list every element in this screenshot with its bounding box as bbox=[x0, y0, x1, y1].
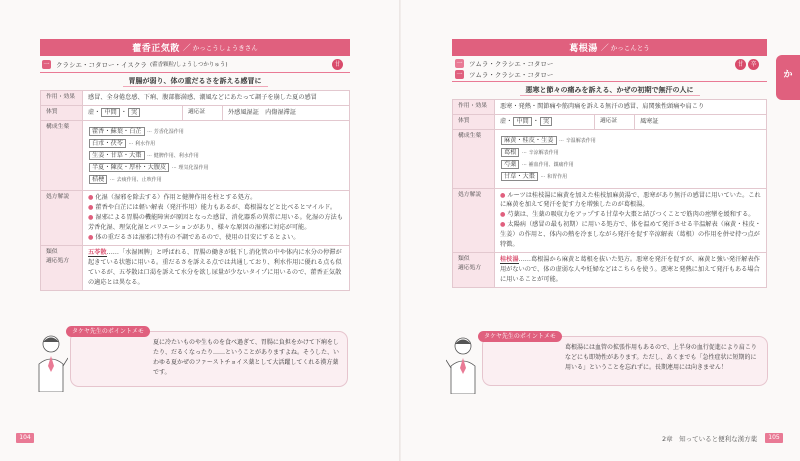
herb-group: 桔梗 ⋯ 去痰作用、止咳作用 bbox=[88, 175, 344, 185]
divider bbox=[40, 72, 350, 73]
chapter-footer: 2章 知っていると便利な漢方薬 bbox=[662, 435, 758, 443]
herb-group: 甘草・大棗 ⋯ 和胃作用 bbox=[500, 172, 761, 182]
herb-group: 藿香・蘇葉・白芷 ⋯ 芳香化湿作用 bbox=[88, 127, 344, 137]
explanation-text: ● 化湿（湿邪を除去する）作用と健脾作用を柱とする処方。 ● 藿香や白芷には軽い解表（発汗作用）能力もあるが、葛根湯などと比べるとマイルド。 ● 湿邪による胃腸の機能障害が原因となった感冒、消化器系の異常に用いる。化湿の方法も芳香化湿、理気化湿とバリエーションがあり、様々な原因の湿邪に対応が可能。 ● 体の重だるさは湿邪に特有の不調であるので、使用の目安にするとよい。 bbox=[83, 191, 350, 246]
left-title-yomi: かっこうしょうきさん bbox=[192, 44, 258, 52]
left-tip-tab: タケヤ先生のポイントメモ bbox=[66, 326, 150, 337]
herbs-list bbox=[495, 129, 767, 188]
right-title-bar: 葛根湯 ／ かっこんとう bbox=[452, 39, 767, 56]
explanation-label: 処方解説 bbox=[453, 188, 495, 253]
manufacturer-name: ツムラ・クラシエ・コタロー bbox=[469, 70, 554, 79]
constitution-value: 虚・ 中間 ・ 実 bbox=[495, 114, 595, 129]
right-title-yomi: かっこんとう bbox=[610, 44, 650, 52]
indication-label: 適応証 bbox=[183, 105, 223, 120]
explanation-text: ● ルーツは桂枝湯に麻黄を加えた桂枝加麻黄湯で、悪寒があり無汗の感冒に用いていた。これに麻黄を加えて発汗を促す力を増強したのが葛根湯。 ● 芍薬は、生薬の吸収力をアップする甘草や大棗と結びつくことで筋肉の痙攣を緩和する。 ● 太陽病（感冒の最も初期）に用いる処方で、体を温めて発汗させる辛温解表（麻黄・桂皮・生姜）の作用と、体内の熱を冷ましながら発汗を促す辛涼解表（葛根）の作用を併せ持つ点が特徴。 bbox=[495, 188, 767, 253]
herb-group: 麻黄・桂皮・生姜 ⋯ 辛温解表作用 bbox=[500, 136, 761, 146]
herbs-label: 構成生薬 bbox=[453, 129, 495, 188]
taste-mark: 甘 bbox=[735, 59, 746, 70]
manufacturer-badge: 一 bbox=[456, 70, 463, 78]
right-tip-text: 葛根湯には血管の拡張作用もあるので、上半身の血行促進により肩こりなどにも即効性があります。ただし、あくまでも「急性症状に短期的に用いる」ということを忘れずに。長期連用には向きません！ bbox=[565, 344, 757, 371]
left-title: 藿香正気散 bbox=[132, 44, 180, 54]
doctor-illustration-icon bbox=[34, 332, 68, 392]
left-tip-box bbox=[70, 331, 348, 387]
right-page bbox=[400, 0, 800, 461]
effect-value: 悪寒・発熱・関節痛や筋肉痛を訴える無汗の感冒、肩関強性頭痛や肩こり bbox=[495, 100, 767, 115]
taste-mark: 辛 bbox=[748, 59, 759, 70]
left-title-bar: 藿香正気散 ／ かっこうしょうきさん bbox=[40, 39, 350, 56]
indication-value: 外感風湿証 内傷湿滞証 bbox=[223, 105, 350, 120]
page-number-right: 105 bbox=[765, 433, 783, 443]
effect-label: 作用・効果 bbox=[41, 91, 83, 106]
right-tip-box bbox=[482, 336, 768, 386]
herbs-list bbox=[83, 120, 350, 191]
effect-value: 感冒、全身倦怠感、下痢、腹部膨満感、潮風などにあたって調子を崩した夏の感冒 bbox=[83, 91, 350, 106]
left-headline: 胃腸が弱り、体の重だるさを訴える感冒に bbox=[40, 76, 350, 86]
herb-group: 芍薬 ⋯ 補血作用、鎮痛作用 bbox=[500, 160, 761, 170]
doctor-illustration-icon bbox=[446, 334, 480, 394]
right-manufacturer-1 bbox=[455, 58, 553, 68]
similar-text: 桂枝湯……葛根湯から麻黄と葛根を抜いた処方。悪寒を発汗を促すが、麻黄と強い発汗解表作用がないので、体の虚弱な人や妊婦などはこちらを使う。悪寒と発熱に加えて発汗もある場合に用いることが可能。 bbox=[495, 253, 767, 288]
manufacturer-badge: 一 bbox=[43, 60, 50, 68]
index-thumb-tab[interactable]: か bbox=[776, 55, 800, 100]
herbs-label: 構成生薬 bbox=[41, 120, 83, 191]
page-number-left: 104 bbox=[16, 433, 34, 443]
herb-group: 葛根 ⋯ 辛涼解表作用 bbox=[500, 148, 761, 158]
explanation-label: 処方解説 bbox=[41, 191, 83, 246]
indication-value: 風寒証 bbox=[635, 114, 767, 129]
manufacturer-sub: (藿香顆粒/しょうしつかりゅう) bbox=[149, 62, 228, 68]
right-manufacturer-2 bbox=[455, 69, 553, 79]
manufacturer-name: ツムラ・クラシエ・コタロー bbox=[469, 59, 554, 68]
indication-label: 適応証 bbox=[595, 114, 635, 129]
constitution-value: 虚・ 中間 ・ 実 bbox=[83, 105, 183, 120]
left-info-table bbox=[40, 90, 350, 291]
herb-group: 白朮・茯苓 ⋯ 利水作用 bbox=[88, 139, 344, 149]
herb-group: 生姜・甘草・大棗 ⋯ 健脾作用、利水作用 bbox=[88, 151, 344, 161]
left-manufacturer bbox=[42, 59, 228, 69]
effect-label: 作用・効果 bbox=[453, 100, 495, 115]
similar-text: 五苓散……「水湿困脾」と呼ばれる、胃腸の働きが低下し消化管の中や体内に水分の停滞が起きている状態に用いる。重だるさを訴える点では共通しており、利水作用に優れる点も似ているが、五苓散は口渇を訴えて水分を欲し尿量が少ないタイプに用いるので、藿香正気散の適応とは異なる。 bbox=[83, 246, 350, 291]
taste-mark: 甘 bbox=[332, 59, 343, 70]
similar-label: 類似 適応処方 bbox=[453, 253, 495, 288]
divider bbox=[452, 81, 767, 82]
right-title: 葛根湯 bbox=[569, 44, 598, 54]
right-headline: 悪寒と節々の痛みを訴える、かぜの初期で無汗の人に bbox=[452, 85, 767, 95]
right-tip-tab: タケヤ先生のポイントメモ bbox=[478, 331, 562, 342]
right-info-table bbox=[452, 99, 767, 288]
constitution-label: 体質 bbox=[41, 105, 83, 120]
herb-group: 半夏・陳皮・厚朴・大腹皮 ⋯ 理気化湿作用 bbox=[88, 163, 344, 173]
constitution-label: 体質 bbox=[453, 114, 495, 129]
manufacturer-name: クラシエ・コタロー・イスクラ bbox=[56, 60, 147, 69]
left-tip-text: 夏に冷たいものや生ものを食べ過ぎて、胃腸に負担をかけて下痢をしたり、だるくなったり……ということがありますよね。そうした、いわゆる夏かぜのファーストチョイス薬として大活躍してくれる漢方薬です。 bbox=[153, 339, 340, 376]
manufacturer-badge: 一 bbox=[456, 59, 463, 67]
similar-label: 類似 適応処方 bbox=[41, 246, 83, 291]
